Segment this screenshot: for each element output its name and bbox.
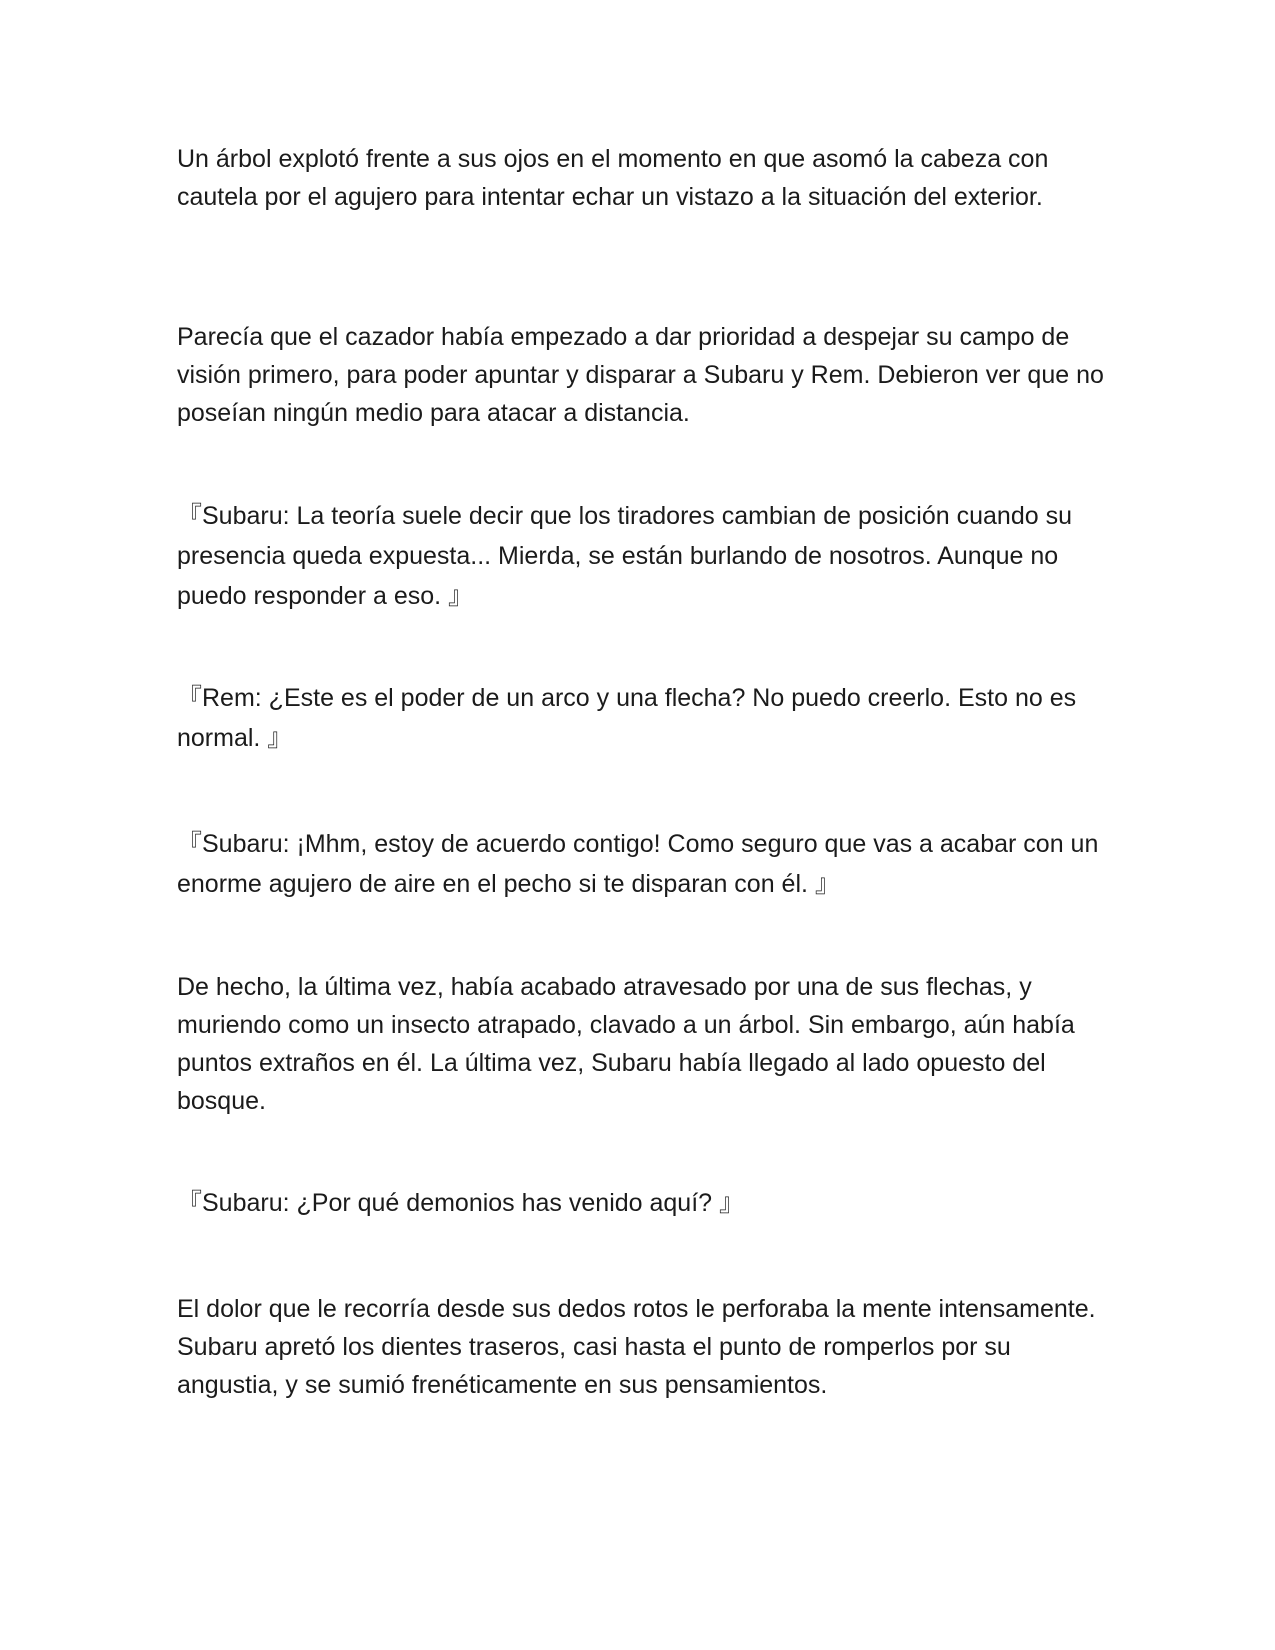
narration-paragraph: El dolor que le recorría desde sus dedos rotos le perforaba la mente intensamente. Subaru apretó los dientes traseros, casi hasta el punto de romperlos por su angustia, y se sumió frenéticamente en sus pensamientos. <box>177 1295 1096 1399</box>
dialogue-paragraph: 『Subaru: La teoría suele decir que los tiradores cambian de posición cuando su presencia queda expuesta... Mierda, se están burlando de nosotros. Aunque no puedo responder a eso. 』 <box>177 502 1072 610</box>
dialogue-paragraph: 『Subaru: ¡Mhm, estoy de acuerdo contigo! Como seguro que vas a acabar con un enorme agujero de aire en el pecho si te disparan con él. 』 <box>177 830 1099 898</box>
narration-paragraph: Parecía que el cazador había empezado a dar prioridad a despejar su campo de visión primero, para poder apuntar y disparar a Subaru y Rem. Debieron ver que no poseían ningún medio para atacar a distancia. <box>177 323 1104 427</box>
narration-paragraph: De hecho, la última vez, había acabado atravesado por una de sus flechas, y muriendo como un insecto atrapado, clavado a un árbol. Sin embargo, aún había puntos extraños en él. La última vez, Subaru había llegado al lado opuesto del bosque. <box>177 973 1075 1115</box>
narration-paragraph: Un árbol explotó frente a sus ojos en el momento en que asomó la cabeza con cautela por el agujero para intentar echar un vistazo a la situación del exterior. <box>177 145 1049 211</box>
dialogue-paragraph: 『Subaru: ¿Por qué demonios has venido aquí? 』 <box>177 1189 745 1217</box>
dialogue-paragraph: 『Rem: ¿Este es el poder de un arco y una flecha? No puedo creerlo. Esto no es normal. 』 <box>177 684 1077 752</box>
